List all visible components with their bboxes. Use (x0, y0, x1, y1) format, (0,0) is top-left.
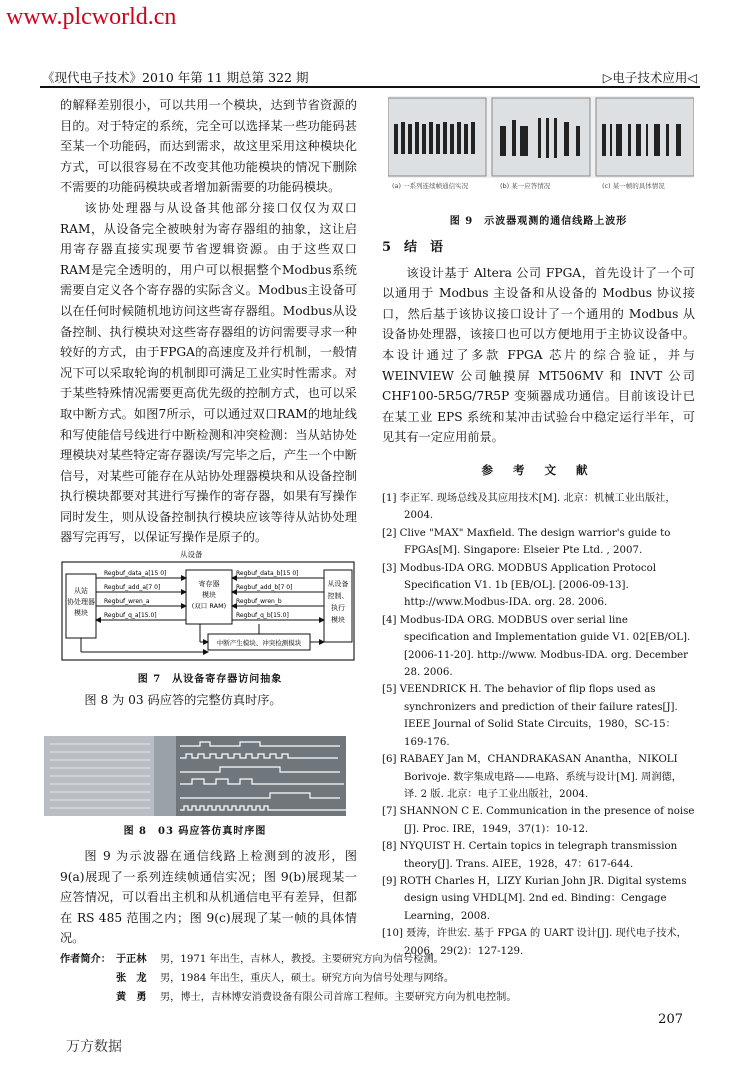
right-column (382, 238, 695, 448)
author-row (60, 969, 517, 988)
fig7-left-box-line: 模块 (74, 609, 88, 617)
fig7-signal-label: Regbuf_add_a[7 0] (104, 584, 161, 591)
fig7-right-box-line: 执行 (331, 604, 345, 612)
reference-item: [10] 聂涛，许世宏. 基于 FPGA 的 UART 设计[J]. 现代电子技术，2006，29(2)：127-129. (382, 928, 687, 957)
author-row (60, 988, 517, 1007)
fig7-signal-label: Regbuf_data_b[15 0] (236, 570, 299, 577)
paragraph: 该设计基于 Altera 公司 FPGA，首先设计了一个可以通用于 Modbus 主设备和从设备的 Modbus 协议接口，然后基于该协议接口设计了一个通用的 Modbus 从设备协处理器，该接口也可以方便地用于主协议设备中。本设计通过了多款 FPGA 芯片的综合验证，并与 WEINVIEW 公司触摸屏 MT506MV 和 INVT 公司 CHF100-5R5G/7R5P 变频器成功通信。目前该设计已在某工业 EPS 系统和某冲击试验台中稳定运行半年，可见其有一定应用前景。 (382, 265, 695, 445)
author-text: 男，1984 年出生，重庆人，硕士。研究方向为信号处理与网络。 (160, 973, 455, 984)
figure-8-image (44, 736, 346, 816)
reference-item: [1] 李正军. 现场总线及其应用技术[M]. 北京：机械工业出版社，2004. (382, 493, 676, 522)
reference-item: [8] NYQUIST H. Certain topics in telegraph transmission theory[J]. Trans. AIEE，1928，47：617-644. (382, 841, 678, 870)
section-header: ▷电子技术应用◁ (602, 70, 697, 85)
fig9-paragraph-block (60, 846, 357, 949)
fig7-top-label: 从设备 (180, 550, 203, 559)
paragraph: 的解释差别很小，可以共用一个模块，达到节省资源的目的。对于特定的系统，完全可以选择某一些功能码甚至某一个功能码，而达到需求，故这里采用这种模块化方式，可以很容易在不改变其他功能模块的情况下删除不需要的功能码模块或者增加新需要的功能码模块。 (60, 98, 357, 195)
reference-item: [9] ROTH Charles H，LIZY Kurian John JR. Digital systems design using VHDL[M]. 2nd ed. Binding：Cengage Learning，2008. (382, 875, 687, 922)
figure-7-diagram (60, 548, 360, 666)
fig9-sublabel: (b) 某一应答情况 (500, 182, 551, 190)
section-heading: 5 结 语 (382, 240, 444, 255)
reference-item: [7] SHANNON C E. Communication in the presence of noise [J]. Proc. IRE，1949，37(1)：10-12. (382, 806, 695, 835)
references-title: 参 考 文 献 (481, 463, 596, 477)
fig7-signal-label: Regbuf_data_a[15 0] (104, 570, 167, 577)
fig7-signal-label: Regbuf_wren_a (104, 598, 150, 605)
fig7-left-box-line: 协处理器 (67, 598, 95, 606)
reference-item: [5] VEENDRICK H. The behavior of flip flops used as synchronizers and prediction of their failure rates[J]. IEEE Journal of Solid State Circuits，1980，SC-15：169-176. (382, 684, 678, 748)
fig9-sublabel: (a) 一系列连续帧通信实况 (392, 182, 469, 190)
paragraph: 图 9 为示波器在通信线路上检测到的波形，图 9(a)展现了一系列连续帧通信实况；图 9(b)展现某一应答情况，可以看出主机和从机通信电平有差异，但都在 RS 485 范围之内；图 9(c)展现了某一帧的具体情况。 (60, 849, 357, 946)
paragraph: 图 8 为 03 码应答的完整仿真时序。 (84, 693, 282, 707)
fig7-center-box-line: (双口 RAM) (191, 602, 227, 610)
fig7-right-box-line: 模块 (331, 616, 345, 624)
references-section (382, 462, 695, 960)
fig7-interrupt-box-label: 中断产生模块、冲突检测模块 (216, 639, 302, 647)
author-name: 于正林 (116, 953, 147, 965)
fig7-center-box-line: 寄存器 (198, 580, 220, 588)
figure-8-caption: 图 8 03 码应答仿真时序图 (123, 826, 267, 837)
fig7-signal-label: Regbuf_q_b[15.0] (236, 612, 289, 619)
reference-item: [4] Modbus-IDA ORG. MODBUS over serial line specification and Implementation guide V1. 02[EB/OL]. [2006-11-20]. http://www. Modbus-IDA. org. December 28. 2006. (382, 614, 691, 679)
fig7-center-box-line: 模块 (202, 591, 216, 599)
figure-7-caption: 图 7 从设备寄存器访问抽象 (137, 674, 283, 685)
author-text: 男，1971 年出生，吉林人，教授。主要研究方向为信号检测。 (160, 954, 444, 965)
fig7-left-box-line: 从站 (74, 587, 88, 595)
reference-item: [2] Clive "MAX" Maxfield. The design warrior's guide to FPGAs[M]. Singapore: Elseier Pte Ltd. , 2007. (382, 527, 671, 557)
reference-item: [3] Modbus-IDA ORG. MODBUS Application Protocol Specification V1. 1b [EB/OL]. [2006-09-13]. http://www.Modbus-IDA. org. 28. 2006. (382, 562, 656, 609)
author-bios (60, 950, 517, 1007)
site-watermark: www.plcworld.cn (6, 4, 177, 30)
fig7-right-box-line: 控制、 (327, 592, 349, 600)
author-label: 作者简介： (60, 953, 111, 965)
author-text: 男，博士，吉林博安消费设备有限公司首席工程师。主要研究方向为机电控制。 (160, 992, 517, 1003)
fig7-signal-label: Regbuf_add_b[7 0] (236, 584, 293, 591)
author-row (60, 950, 517, 969)
page-number: 207 (658, 1012, 683, 1027)
journal-header: 《现代电子技术》2010 年第 11 期总第 322 期 (42, 70, 309, 85)
author-name: 黄 勇 (116, 991, 147, 1003)
left-column (60, 95, 357, 548)
fig7-right-box-line: 从设备 (327, 580, 349, 588)
paragraph: 该协处理器与从设备其他部分接口仅仅为双口RAM，从设备完全被映射为寄存器组的抽象，这让启用寄存器直接实现要节省逻辑资源。由于这些双口RAM是完全透明的，用户可以根据整个Modbus系统需要自定义各个寄存器的实际含义。Modbus主设备可以在任何时候随机地访问这些寄存器组。Modbus从设备控制、执行模块对这些寄存器组的访问需要寻求一种较好的方式，由于FPGA的高速度及并行机制，一般情况下可以采取轮询的机制即可满足工业实时性需求。对于某些特殊情况需要更高优先级的控制方式，也可以采取中断方式。如图7所示，可以通过双口RAM的地址线和写使能信号线进行中断检测和冲突检测：当从站协处理模块对某些特定寄存器读/写完毕之后，产生一个中断信号，对某些可能存在从站协处理器模块和从设备控制执行模块都要对其进行写操作的寄存器，如果有写操作同时发生，则从设备控制执行模块应该等待从站协处理器写完再写，以保证写操作是原子的。 (60, 200, 357, 545)
reference-item: [6] RABAEY Jan M，CHANDRAKASAN Anantha，NIKOLI Borivoje. 数字集成电路——电路、系统与设计[M]. 周润德，译. 2 版. 北京：电子工业出版社，2004. (382, 754, 682, 800)
figure-9-caption: 图 9 示波器观测的通信线路上波形 (449, 216, 628, 227)
fig7-signal-label: Regbuf_wren_b (236, 598, 282, 605)
footer-brand: 万方数据 (66, 1039, 122, 1055)
fig7-signal-label: Regbuf_q_a[15.0] (104, 612, 157, 619)
author-name: 张 龙 (116, 972, 147, 984)
fig8-intro (60, 690, 357, 711)
figure-9-image (388, 96, 694, 194)
header-rule (40, 86, 700, 88)
fig9-sublabel: (c) 某一帧的具体情况 (602, 182, 665, 190)
